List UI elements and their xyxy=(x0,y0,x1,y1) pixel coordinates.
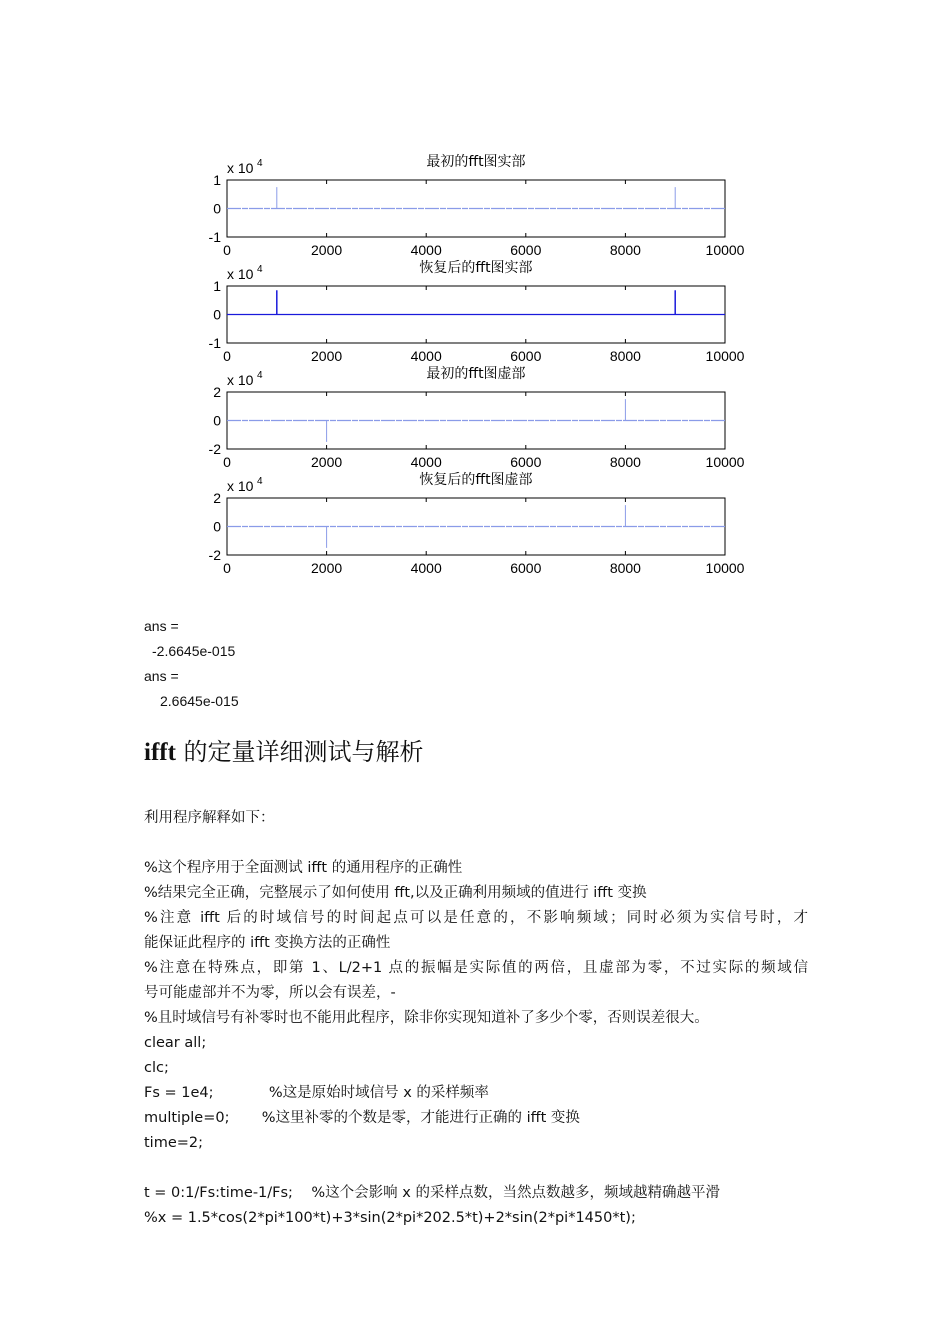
code-line: t = 0:1/Fs:time-1/Fs; %这个会影响 x 的采样点数，当然点数越多，频域越精确越平滑 xyxy=(144,1185,720,1201)
section-heading xyxy=(144,732,424,767)
x-tick-label: 0 xyxy=(223,560,231,576)
exponent-base: x 10 xyxy=(227,266,254,282)
subplot-title: 最初的fft图实部 xyxy=(426,154,526,170)
y-tick-label: -2 xyxy=(208,547,221,563)
subplot-title: 恢复后的fft图虚部 xyxy=(419,472,533,488)
x-tick-label: 2000 xyxy=(311,348,343,364)
x-tick-label: 2000 xyxy=(311,560,343,576)
subplot xyxy=(209,365,745,470)
x-tick-label: 8000 xyxy=(609,454,641,470)
code-line: multiple=0; %这里补零的个数是零，才能进行正确的 ifft 变换 xyxy=(144,1110,580,1126)
x-tick-label: 4000 xyxy=(410,454,442,470)
code-line: %且时域信号有补零时也不能用此程序，除非你实现知道补了多少个零，否则误差很大。 xyxy=(144,1010,709,1026)
subplot-title: 最初的fft图虚部 xyxy=(426,366,526,382)
x-tick-label: 0 xyxy=(223,242,231,258)
code-line: clear all; xyxy=(144,1035,207,1051)
x-tick-label: 8000 xyxy=(609,242,641,258)
ans-label-1: ans = xyxy=(144,618,179,634)
code-line: %x = 1.5*cos(2*pi*100*t)+3*sin(2*pi*202.5*t)+2*sin(2*pi*1450*t); xyxy=(144,1210,636,1226)
x-tick-label: 6000 xyxy=(510,348,542,364)
exponent-power: 4 xyxy=(257,370,263,381)
code-line: %这个程序用于全面测试 ifft 的通用程序的正确性 xyxy=(144,860,463,876)
y-tick-label: 1 xyxy=(213,172,221,188)
intro-text: 利用程序解释如下： xyxy=(144,810,275,826)
y-tick-label: 1 xyxy=(213,278,221,294)
code-line: time=2; xyxy=(144,1135,204,1151)
x-tick-label: 2000 xyxy=(311,242,343,258)
y-tick-label: -1 xyxy=(208,335,221,351)
fft-figure xyxy=(0,0,950,600)
subplot-title: 恢复后的fft图实部 xyxy=(419,260,533,276)
subplot xyxy=(209,471,745,576)
x-tick-label: 10000 xyxy=(705,454,745,470)
ans-value-2: 2.6645e-015 xyxy=(160,693,239,709)
y-tick-label: 0 xyxy=(213,200,221,217)
exponent-base: x 10 xyxy=(227,372,254,388)
code-line: %注意在特殊点，即第 1、L/2+1 点的振幅是实际值的两倍，且虚部为零，不过实际的频域信 xyxy=(144,960,808,976)
ans-label-2: ans = xyxy=(144,668,179,684)
code-line: %结果完全正确，完整展示了如何使用 fft,以及正确利用频域的值进行 ifft 变换 xyxy=(144,885,647,901)
x-tick-label: 10000 xyxy=(705,348,745,364)
ans-value-1: -2.6645e-015 xyxy=(152,643,236,659)
x-tick-label: 8000 xyxy=(609,348,641,364)
x-tick-label: 4000 xyxy=(410,560,442,576)
code-line: 号可能虚部并不为零，所以会有误差，- xyxy=(144,985,396,1001)
y-tick-label: 0 xyxy=(213,412,221,429)
x-tick-label: 0 xyxy=(223,454,231,470)
code-line: %注意 ifft 后的时域信号的时间起点可以是任意的，不影响频域；同时必须为实信号时，才 xyxy=(144,910,808,926)
x-tick-label: 10000 xyxy=(705,560,745,576)
x-tick-label: 6000 xyxy=(510,242,542,258)
x-tick-label: 8000 xyxy=(609,560,641,576)
x-tick-label: 4000 xyxy=(410,242,442,258)
heading-rest: 的定量详细测试与解析 xyxy=(175,738,424,766)
code-line: clc; xyxy=(144,1060,169,1076)
heading-bold: ifft xyxy=(144,739,176,766)
exponent-power: 4 xyxy=(257,476,263,487)
x-tick-label: 10000 xyxy=(705,242,745,258)
y-tick-label: 0 xyxy=(213,518,221,535)
code-line: Fs = 1e4; %这是原始时域信号 x 的采样频率 xyxy=(144,1085,489,1101)
x-tick-label: 2000 xyxy=(311,454,343,470)
y-tick-label: 2 xyxy=(213,384,221,400)
x-tick-label: 0 xyxy=(223,348,231,364)
x-tick-label: 6000 xyxy=(510,560,542,576)
x-tick-label: 6000 xyxy=(510,454,542,470)
exponent-base: x 10 xyxy=(227,160,254,176)
y-tick-label: -1 xyxy=(208,229,221,245)
y-tick-label: 2 xyxy=(213,490,221,506)
subplot xyxy=(209,154,745,258)
code-line: 能保证此程序的 ifft 变换方法的正确性 xyxy=(144,935,391,951)
exponent-power: 4 xyxy=(257,158,263,169)
exponent-power: 4 xyxy=(257,264,263,275)
exponent-base: x 10 xyxy=(227,478,254,494)
subplot xyxy=(209,259,745,364)
x-tick-label: 4000 xyxy=(410,348,442,364)
y-tick-label: -2 xyxy=(208,441,221,457)
y-tick-label: 0 xyxy=(213,306,221,323)
